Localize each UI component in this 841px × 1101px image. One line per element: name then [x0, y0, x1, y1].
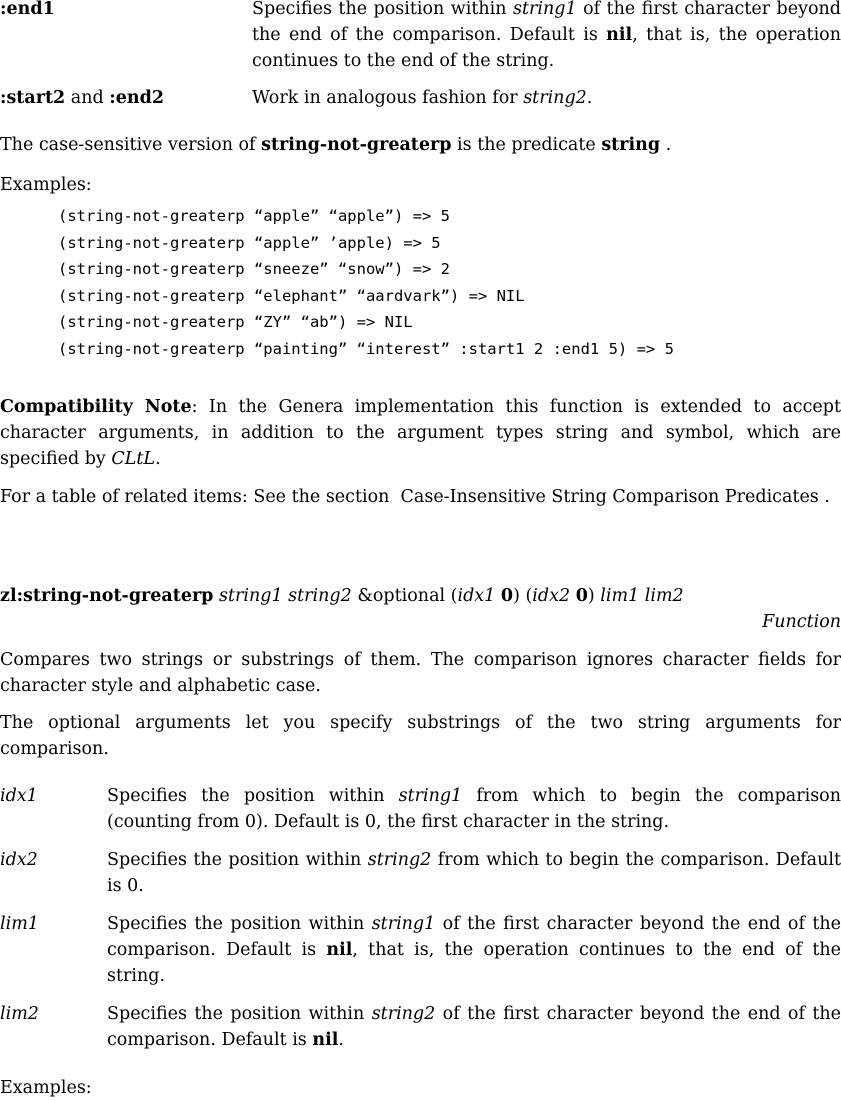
function-title: zl:string-not-greaterp [0, 586, 214, 606]
text-run: string2 [523, 88, 587, 108]
def-term: idx1 [0, 786, 38, 806]
code-line: (string-not-greaterp “apple” “apple”) => 5 [58, 207, 450, 225]
def-term: lim1 [0, 914, 39, 934]
def-body [252, 85, 841, 111]
function-name: string-not-greaterp [261, 135, 452, 155]
code-line: (string-not-greaterp “apple” ’apple) => 5 [58, 233, 441, 252]
text-run: Specifies the position within [107, 786, 399, 806]
text-run: Work in analogous fashion for [252, 88, 524, 108]
function-signature: zl:string-not-greaterp string1 string2 &optional (idx1 0) (idx2 0) lim1 lim2 [0, 586, 684, 606]
code-line: (string-not-greaterp “sneeze” “snow”) => 2 [58, 260, 450, 278]
code-line: (string-not-greaterp “elephant” “aardvark”) => NIL [58, 286, 525, 305]
text-run: of the first character beyond the end of the comparison. Default is [107, 1004, 841, 1050]
text-run: from which to begin the comparison. Default is 0. [107, 850, 841, 896]
text-run: nil [326, 940, 353, 960]
text-run: :end2 [109, 88, 164, 108]
def-body [107, 1001, 841, 1053]
def-body [107, 911, 841, 989]
text-run: , that is, the operation continues to the end of the string. [107, 940, 841, 986]
text-run: Specifies the position within [107, 1004, 372, 1024]
def-item-idx1 [0, 783, 841, 835]
examples-label: Examples: [0, 1078, 92, 1098]
text-run: string2 [367, 850, 432, 870]
text-run: . [586, 88, 593, 108]
text-run: nil [312, 1030, 339, 1050]
def-term: lim2 [0, 1004, 39, 1024]
examples-label: Examples: [0, 175, 92, 195]
def-item-lim2 [0, 1001, 841, 1053]
text-run: :start2 [0, 88, 66, 108]
function-kind: Function [762, 612, 841, 632]
def-body [107, 847, 841, 899]
text-run: nil [606, 25, 633, 45]
compatibility-note: Compatibility Note: In the Genera implementation this function is extended to accept character arguments, in addition to the argument types string and symbol, which are specified by CLtL. [0, 397, 841, 469]
text-run: string1 [398, 786, 463, 806]
cltl-reference: CLtL [111, 449, 156, 469]
def-item-start2-end2 [0, 85, 841, 111]
text-run: . [338, 1030, 344, 1050]
compatibility-label: Compatibility Note [0, 397, 192, 417]
description-paragraph: The optional arguments let you specify substrings of the two string arguments for comparison. [0, 713, 841, 759]
text-run: and [65, 88, 110, 108]
text-run: Specifies the position within [252, 0, 513, 19]
text-run: of the first character beyond the end of the comparison. Default is [107, 914, 841, 960]
predicate-name: string [601, 135, 661, 155]
text-run: Specifies the position within [107, 914, 372, 934]
code-line: (string-not-greaterp “ZY” “ab”) => NIL [58, 313, 413, 331]
def-term [0, 85, 252, 111]
text-run: string1 [513, 0, 577, 19]
case-sensitive-note: The case-sensitive version of string-not-greaterp is the predicate string . [0, 135, 672, 155]
def-item-lim1 [0, 911, 841, 989]
def-item-idx2 [0, 847, 841, 899]
def-body [107, 783, 841, 835]
code-examples [58, 203, 674, 362]
def-term: idx2 [0, 850, 38, 870]
def-item-end1 [0, 0, 841, 74]
def-term: :end1 [0, 0, 55, 19]
related-items-link[interactable]: For a table of related items: See the section Case-Insensitive String Comparison Predicates . [0, 487, 830, 507]
code-line: (string-not-greaterp “painting” “interest” :start1 2 :end1 5) => 5 [58, 339, 674, 358]
text-run: from which to begin the comparison (counting from 0). Default is 0, the first character in the string. [107, 786, 841, 832]
text-run: string2 [371, 1004, 436, 1024]
text-run: Specifies the position within [107, 850, 368, 870]
text-run: string1 [371, 914, 436, 934]
text-run: of the first character beyond the end of the comparison. Default is [252, 0, 841, 45]
description-paragraph: Compares two strings or substrings of them. The comparison ignores character fields for character style and alphabetic case. [0, 650, 841, 696]
text-run: , that is, the operation continues to the end of the string. [252, 25, 841, 71]
def-body [252, 0, 841, 74]
